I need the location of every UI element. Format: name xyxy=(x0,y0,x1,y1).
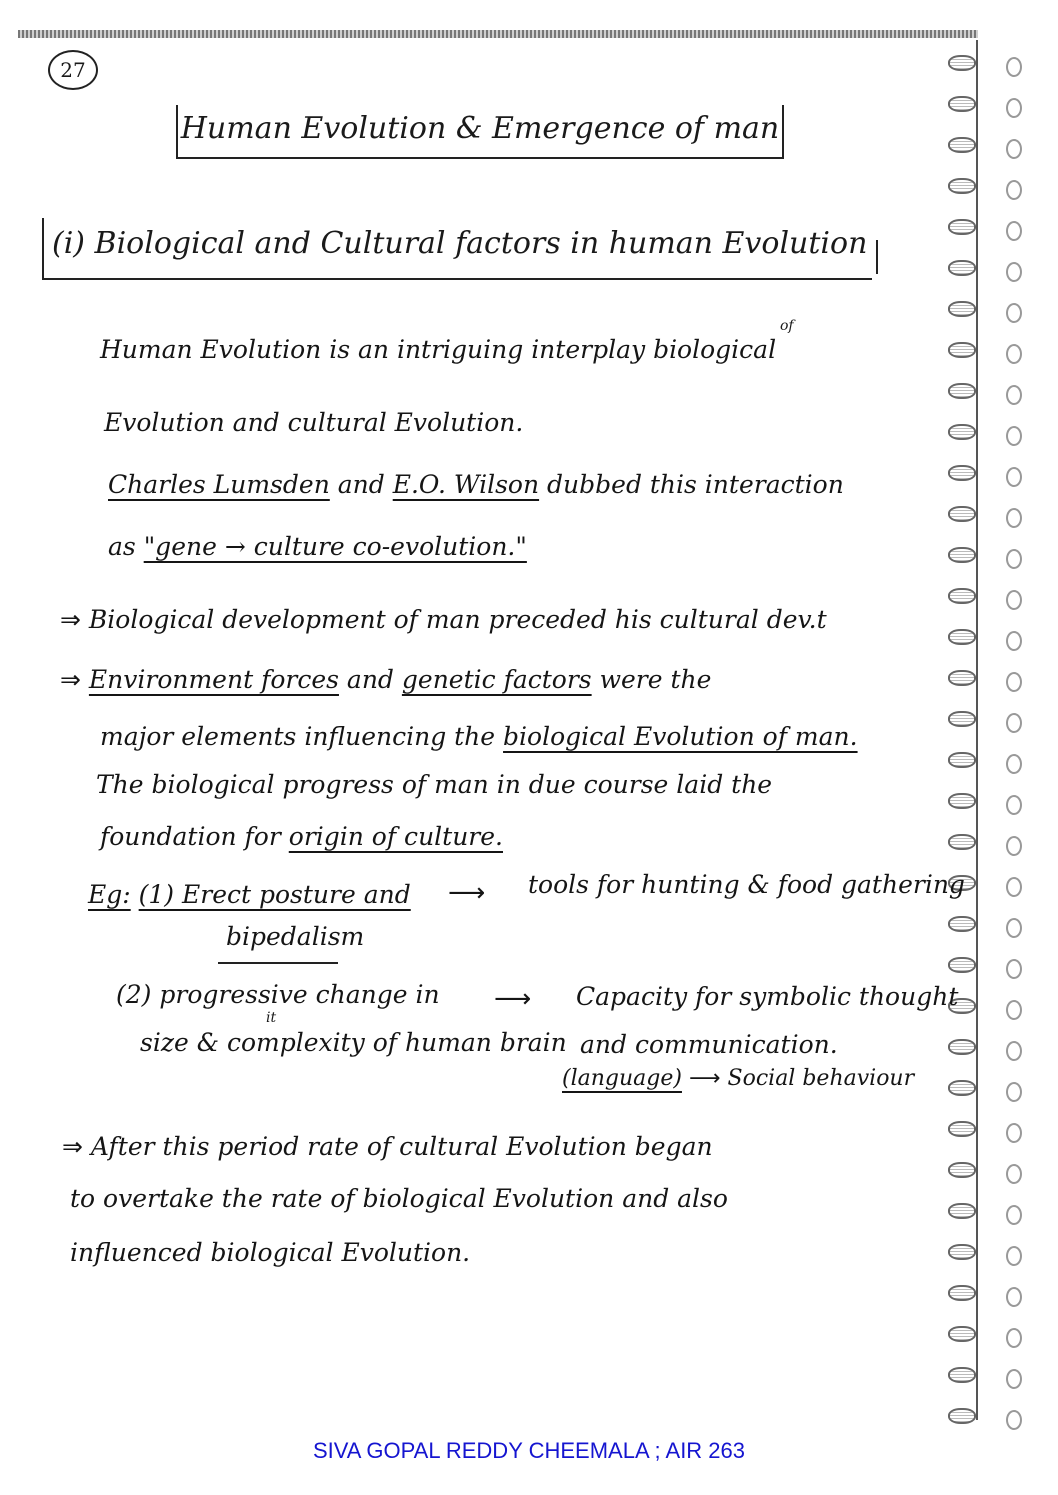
paragraph-line-2: Evolution and cultural Evolution. xyxy=(104,408,524,437)
binding-hole xyxy=(1006,754,1022,774)
binding-coil xyxy=(948,711,976,727)
binding-coil xyxy=(948,260,976,276)
implies-arrow-icon: ⇒ xyxy=(62,1132,83,1161)
binding-coil xyxy=(948,96,976,112)
example-2-left-1: (2) progressive change in xyxy=(116,980,440,1009)
binding-hole xyxy=(1006,467,1022,487)
binding-hole xyxy=(1006,98,1022,118)
example-1-underline xyxy=(218,962,338,964)
binding-coil xyxy=(948,506,976,522)
point-1 xyxy=(60,605,827,634)
binding-coil xyxy=(948,55,976,71)
binding-hole xyxy=(1006,795,1022,815)
example-1-right: tools for hunting & food gathering xyxy=(528,870,965,899)
binding-coil xyxy=(948,834,976,850)
binding-coil xyxy=(948,588,976,604)
author-footer: SIVA GOPAL REDDY CHEEMALA ; AIR 263 xyxy=(312,1438,746,1463)
genetic-factors: genetic factors xyxy=(401,665,592,694)
binding-hole xyxy=(1006,631,1022,651)
binding-coil xyxy=(948,670,976,686)
binding-hole xyxy=(1006,1287,1022,1307)
name-eo-wilson: E.O. Wilson xyxy=(392,470,540,499)
binding-coil xyxy=(948,137,976,153)
paragraph-line-1-end: biological xyxy=(653,335,777,364)
binding-hole xyxy=(1006,590,1022,610)
binding-hole xyxy=(1006,1205,1022,1225)
point-2 xyxy=(60,665,711,694)
page-top-edge xyxy=(18,30,978,38)
binding-hole xyxy=(1006,1041,1022,1061)
point-2-rest: were the xyxy=(599,665,712,694)
binding-coil xyxy=(948,1285,976,1301)
gene-culture-coevolution-term: "gene → culture co-evolution." xyxy=(143,532,527,561)
binding-hole xyxy=(1006,713,1022,733)
binding-hole xyxy=(1006,1082,1022,1102)
binding-hole xyxy=(1006,1410,1022,1430)
right-arrow-icon: ⟶ xyxy=(448,878,486,908)
binding-hole xyxy=(1006,1164,1022,1184)
binding-coil xyxy=(948,465,976,481)
point-2-line-4 xyxy=(100,822,503,851)
and-word: and xyxy=(337,470,385,499)
binding-coil xyxy=(948,1121,976,1137)
point-2-line-2-text: major elements influencing the xyxy=(100,722,496,751)
and-word: and xyxy=(346,665,394,694)
binding-coil xyxy=(948,793,976,809)
point-2-line-3: The biological progress of man in due course laid the xyxy=(96,770,773,799)
spiral-binding xyxy=(938,55,1048,1465)
section-heading xyxy=(42,218,872,280)
binding-coil xyxy=(948,342,976,358)
binding-hole xyxy=(1006,877,1022,897)
binding-coil xyxy=(948,1080,976,1096)
paragraph-line-1-text: Human Evolution is an intriguing interplay xyxy=(100,335,646,364)
binding-coil xyxy=(948,1244,976,1260)
binding-hole xyxy=(1006,508,1022,528)
binding-hole xyxy=(1006,344,1022,364)
binding-hole xyxy=(1006,672,1022,692)
binding-coil xyxy=(948,1326,976,1342)
binding-hole xyxy=(1006,1246,1022,1266)
binding-hole xyxy=(1006,918,1022,938)
example-2-right-1: Capacity for symbolic thought xyxy=(576,982,959,1011)
implies-arrow-icon: ⇒ xyxy=(60,605,81,634)
binding-coil xyxy=(948,1039,976,1055)
page-title: Human Evolution & Emergence of man xyxy=(176,105,784,159)
binding-coil xyxy=(948,1162,976,1178)
paragraph-line-1 xyxy=(100,335,776,364)
example-1-left: (1) Erect posture and xyxy=(138,880,411,909)
example-2-insertion-it: it xyxy=(266,1010,277,1026)
name-charles-lumsden: Charles Lumsden xyxy=(108,470,330,499)
section-heading-bracket xyxy=(866,240,878,274)
binding-hole xyxy=(1006,549,1022,569)
binding-hole xyxy=(1006,139,1022,159)
binding-coil xyxy=(948,383,976,399)
binding-hole xyxy=(1006,262,1022,282)
binding-coil xyxy=(948,424,976,440)
point-1-text: Biological development of man preceded his cultural dev.t xyxy=(88,605,827,634)
section-heading-text: (i) Biological and Cultural factors in human Evolution xyxy=(52,226,868,261)
right-arrow-icon: ⟶ xyxy=(688,1066,721,1091)
example-label: Eg: xyxy=(88,880,131,909)
closing-line-1-text: After this period rate of cultural Evolution began xyxy=(90,1132,713,1161)
binding-hole xyxy=(1006,959,1022,979)
binding-hole xyxy=(1006,57,1022,77)
binding-hole xyxy=(1006,221,1022,241)
binding-coil xyxy=(948,629,976,645)
biological-evolution-of-man: biological Evolution of man. xyxy=(503,722,858,751)
closing-line-3: influenced biological Evolution. xyxy=(70,1238,471,1267)
binding-hole xyxy=(1006,836,1022,856)
right-arrow-icon: ⟶ xyxy=(494,984,532,1014)
paragraph-line-3 xyxy=(108,470,844,499)
binding-coil xyxy=(948,1203,976,1219)
example-2-language-line xyxy=(562,1066,914,1091)
point-2-line-4-text: foundation for xyxy=(100,822,281,851)
paragraph-line-3-rest: dubbed this interaction xyxy=(547,470,844,499)
binding-hole xyxy=(1006,1328,1022,1348)
binding-hole xyxy=(1006,1000,1022,1020)
paragraph-insertion-of: of xyxy=(780,318,794,334)
binding-hole xyxy=(1006,180,1022,200)
paragraph-line-4 xyxy=(108,532,527,561)
closing-line-2: to overtake the rate of biological Evolution and also xyxy=(70,1184,728,1213)
bipedalism: bipedalism xyxy=(226,922,365,951)
language-note: (language) xyxy=(562,1066,682,1091)
binding-coil xyxy=(948,957,976,973)
origin-of-culture: origin of culture. xyxy=(288,822,503,851)
binding-hole xyxy=(1006,303,1022,323)
example-2-left-2: size & complexity of human brain xyxy=(140,1028,567,1057)
binding-coil xyxy=(948,916,976,932)
example-1-left-2 xyxy=(226,922,364,951)
binding-hole xyxy=(1006,1369,1022,1389)
binding-coil xyxy=(948,178,976,194)
binding-hole xyxy=(1006,426,1022,446)
point-2-line-2 xyxy=(100,722,858,751)
environment-forces: Environment forces xyxy=(88,665,339,694)
closing-line-1 xyxy=(62,1132,713,1161)
social-behaviour: Social behaviour xyxy=(727,1066,915,1091)
as-word: as xyxy=(108,532,136,561)
page-number: 27 xyxy=(48,50,98,90)
example-2-right-2: and communication. xyxy=(580,1030,838,1059)
binding-coil xyxy=(948,1367,976,1383)
binding-coil xyxy=(948,752,976,768)
binding-coil xyxy=(948,547,976,563)
binding-coil xyxy=(948,1408,976,1424)
implies-arrow-icon: ⇒ xyxy=(60,665,81,694)
binding-hole xyxy=(1006,1123,1022,1143)
example-1 xyxy=(88,880,411,909)
binding-coil xyxy=(948,301,976,317)
binding-coil xyxy=(948,219,976,235)
binding-hole xyxy=(1006,385,1022,405)
